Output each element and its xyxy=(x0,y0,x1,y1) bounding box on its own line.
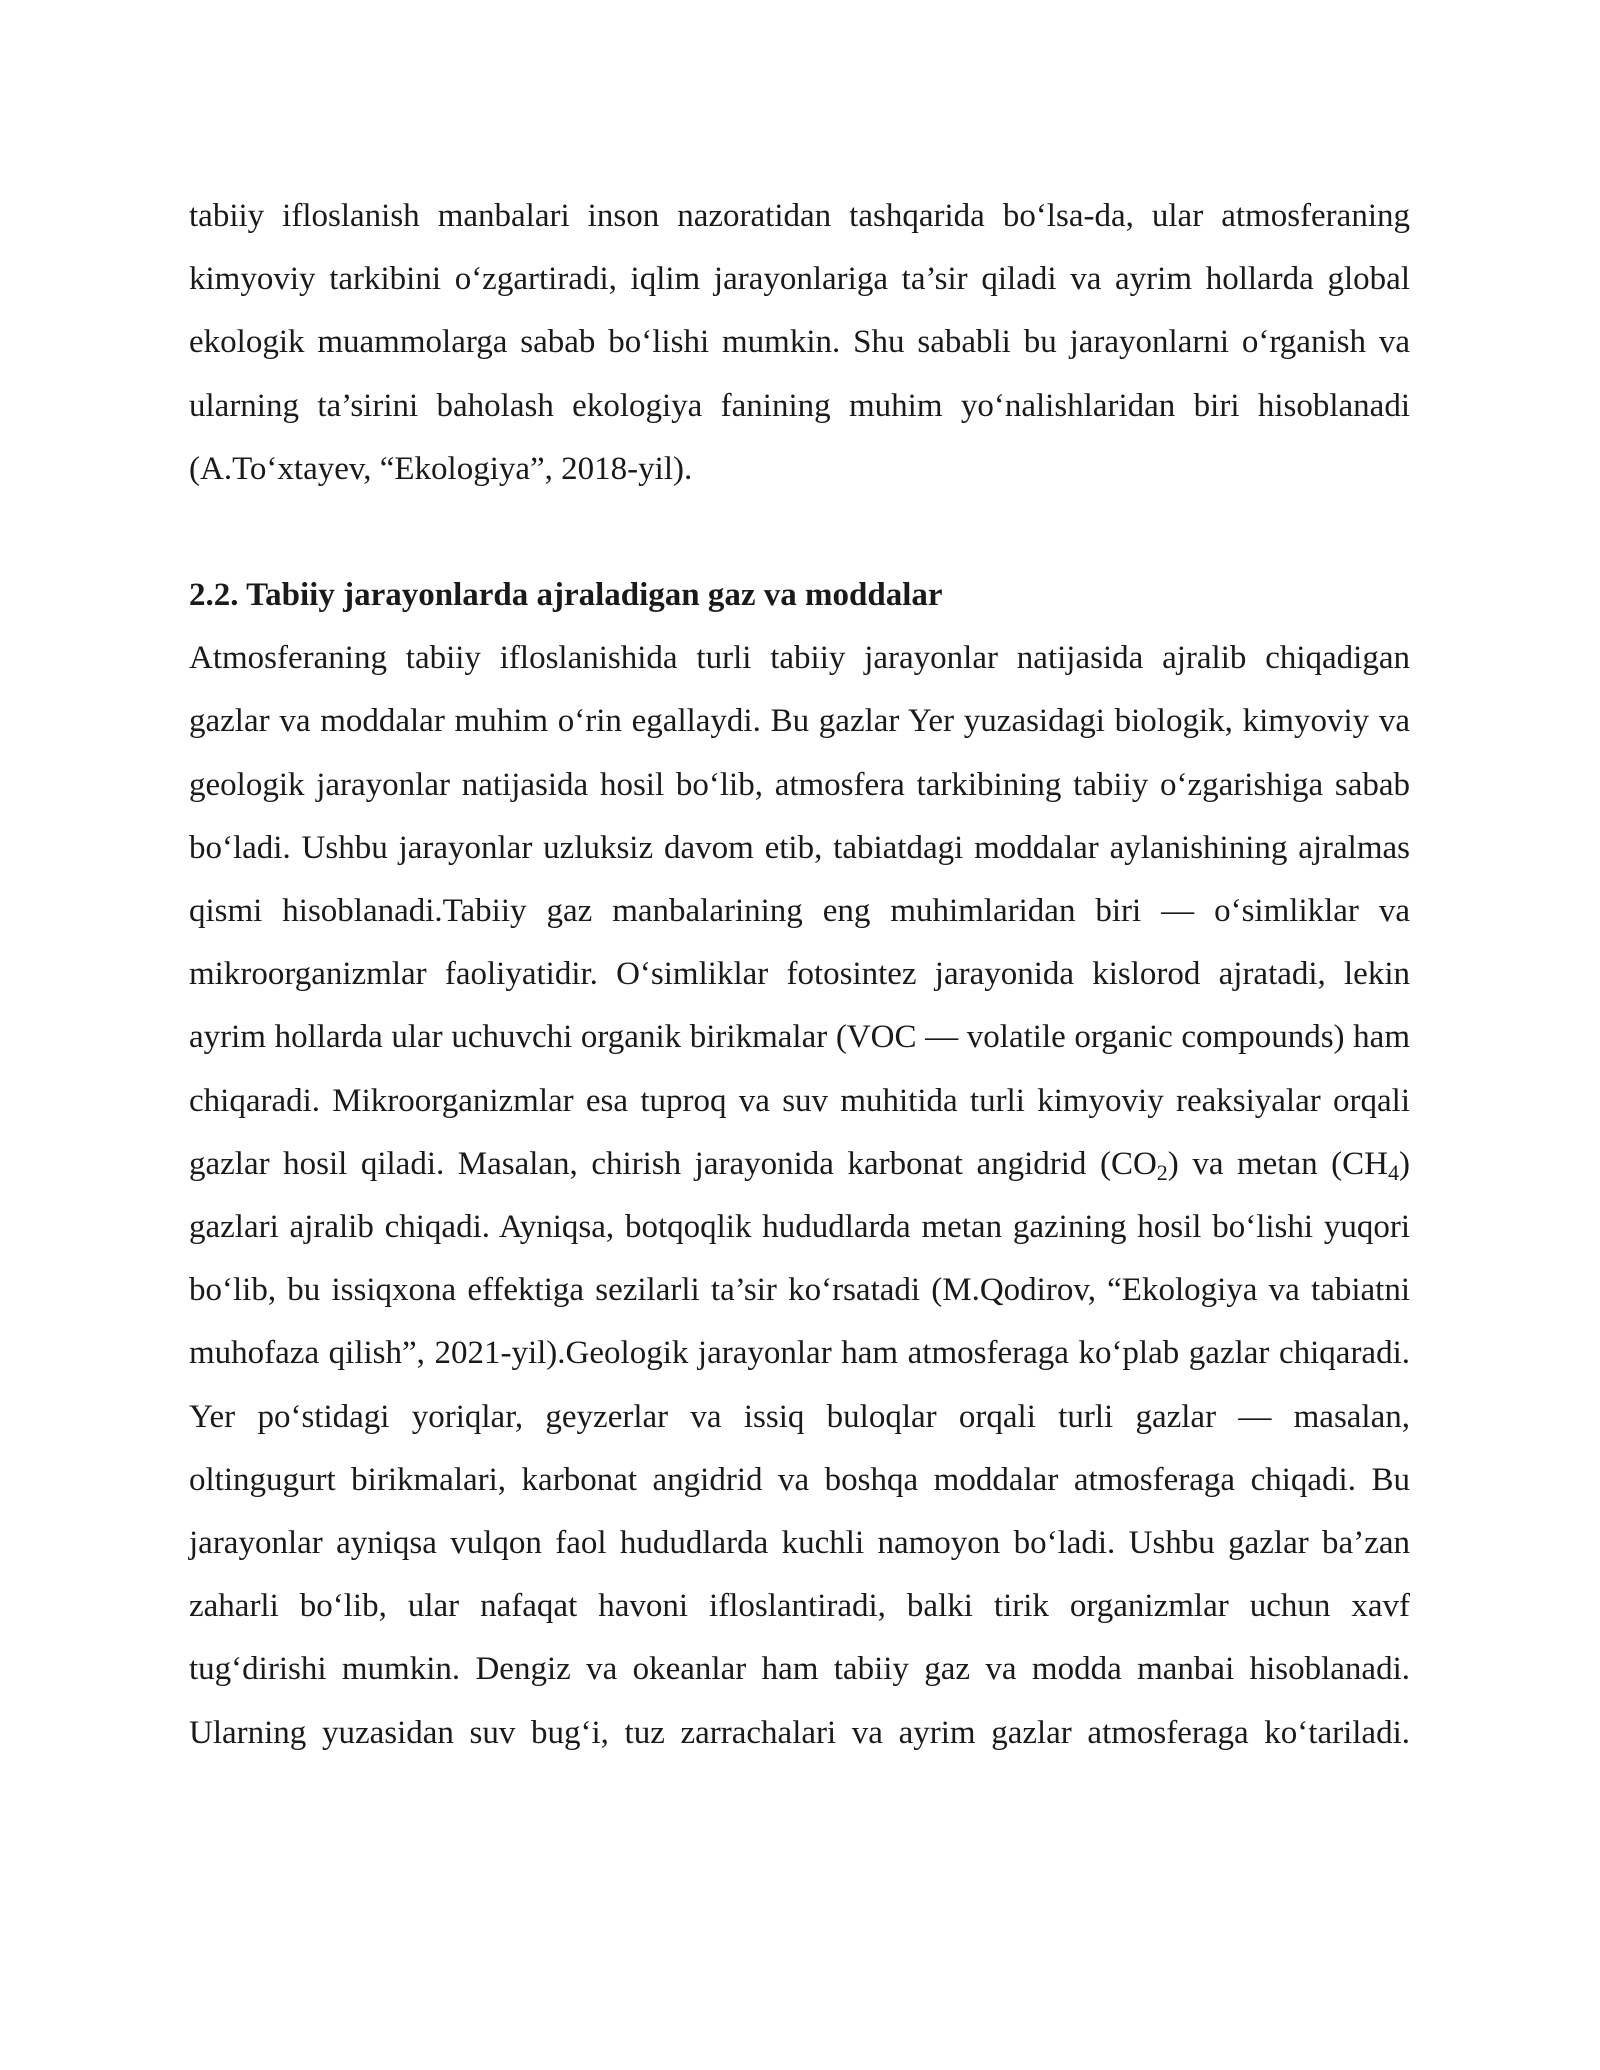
body-text-part-1: Atmosferaning tabiiy ifloslanishida turli tabiiy jarayonlar natijasida ajralib chiqadigan gazlar va moddalar muhim o‘rin egallaydi. Bu gazlar Yer yuzasidagi biologik, kimyoviy va geologik jarayonlar natijasida hosil bo‘lib, atmosfera tarkibining tabiiy o‘zgarishiga sabab bo‘ladi. Ushbu jarayonlar uzluksiz davom etib, tabiatdagi moddalar aylanishining ajralmas qismi hisoblanadi.Tabiiy gaz manbalarining eng muhimlaridan biri — o‘simliklar va mikroorganizmlar faoliyatidir. O‘simliklar fotosintez jarayonida kislorod ajratadi, lekin ayrim hollarda ular uchuvchi organik birikmalar (VOC — volatile organic compounds) ham chiqaradi. Mikroorganizmlar esa tuproq va suv muhitida turli kimyoviy reaksiyalar orqali gazlar hosil qiladi. Masalan, chirish jarayonida karbonat angidrid (CO xyxy=(189,640,1410,1182)
body-text-part-3: ) gazlari ajralib chiqadi. Ayniqsa, botqoqlik hududlarda metan gazining hosil bo‘lishi yuqori bo‘lib, bu issiqxona effektiga sezilarli ta’sir ko‘rsatadi (M.Qodirov, “Ekologiya va tabiatni muhofaza qilish”, 2021-yil).Geologik jarayonlar ham atmosferaga ko‘plab gazlar chiqaradi. Yer po‘stidagi yoriqlar, geyzerlar va issiq buloqlar orqali turli gazlar — masalan, oltingugurt birikmalari, karbonat angidrid va boshqa moddalar atmosferaga chiqadi. Bu jarayonlar ayniqsa vulqon faol hududlarda kuchli namoyon bo‘ladi. Ushbu gazlar ba’zan zaharli bo‘lib, ular nafaqat havoni ifloslantiradi, balki tirik organizmlar uchun xavf tug‘dirishi mumkin. Dengiz va okeanlar ham tabiiy gaz va modda manbai hisoblanadi. Ularning yuzasidan suv bug‘i, tuz zarrachalari va ayrim gazlar atmosferaga ko‘tariladi. xyxy=(189,1145,1410,1751)
section-heading: 2.2. Tabiiy jarayonlarda ajraladigan gaz va moddalar xyxy=(189,577,943,614)
body-text-part-2: ) va metan (CH xyxy=(1167,1145,1388,1182)
document-body xyxy=(189,185,1410,1765)
ch4-subscript: 4 xyxy=(1387,1159,1399,1185)
intro-paragraph: tabiiy ifloslanish manbalari inson nazoratidan tashqarida bo‘lsa-da, ular atmosferaning kimyoviy tarkibini o‘zgartiradi, iqlim jarayonlariga ta’sir qiladi va ayrim hollarda global ekologik muammolarga sabab bo‘lishi mumkin. Shu sababli bu jarayonlarni o‘rganish va ularning ta’sirini baholash ekologiya fanining muhim yo‘nalishlaridan biri hisoblanadi (A.To‘xtayev, “Ekologiya”, 2018-yil). xyxy=(189,198,1410,487)
body-paragraph xyxy=(189,627,1410,1765)
co2-subscript: 2 xyxy=(1156,1159,1168,1185)
